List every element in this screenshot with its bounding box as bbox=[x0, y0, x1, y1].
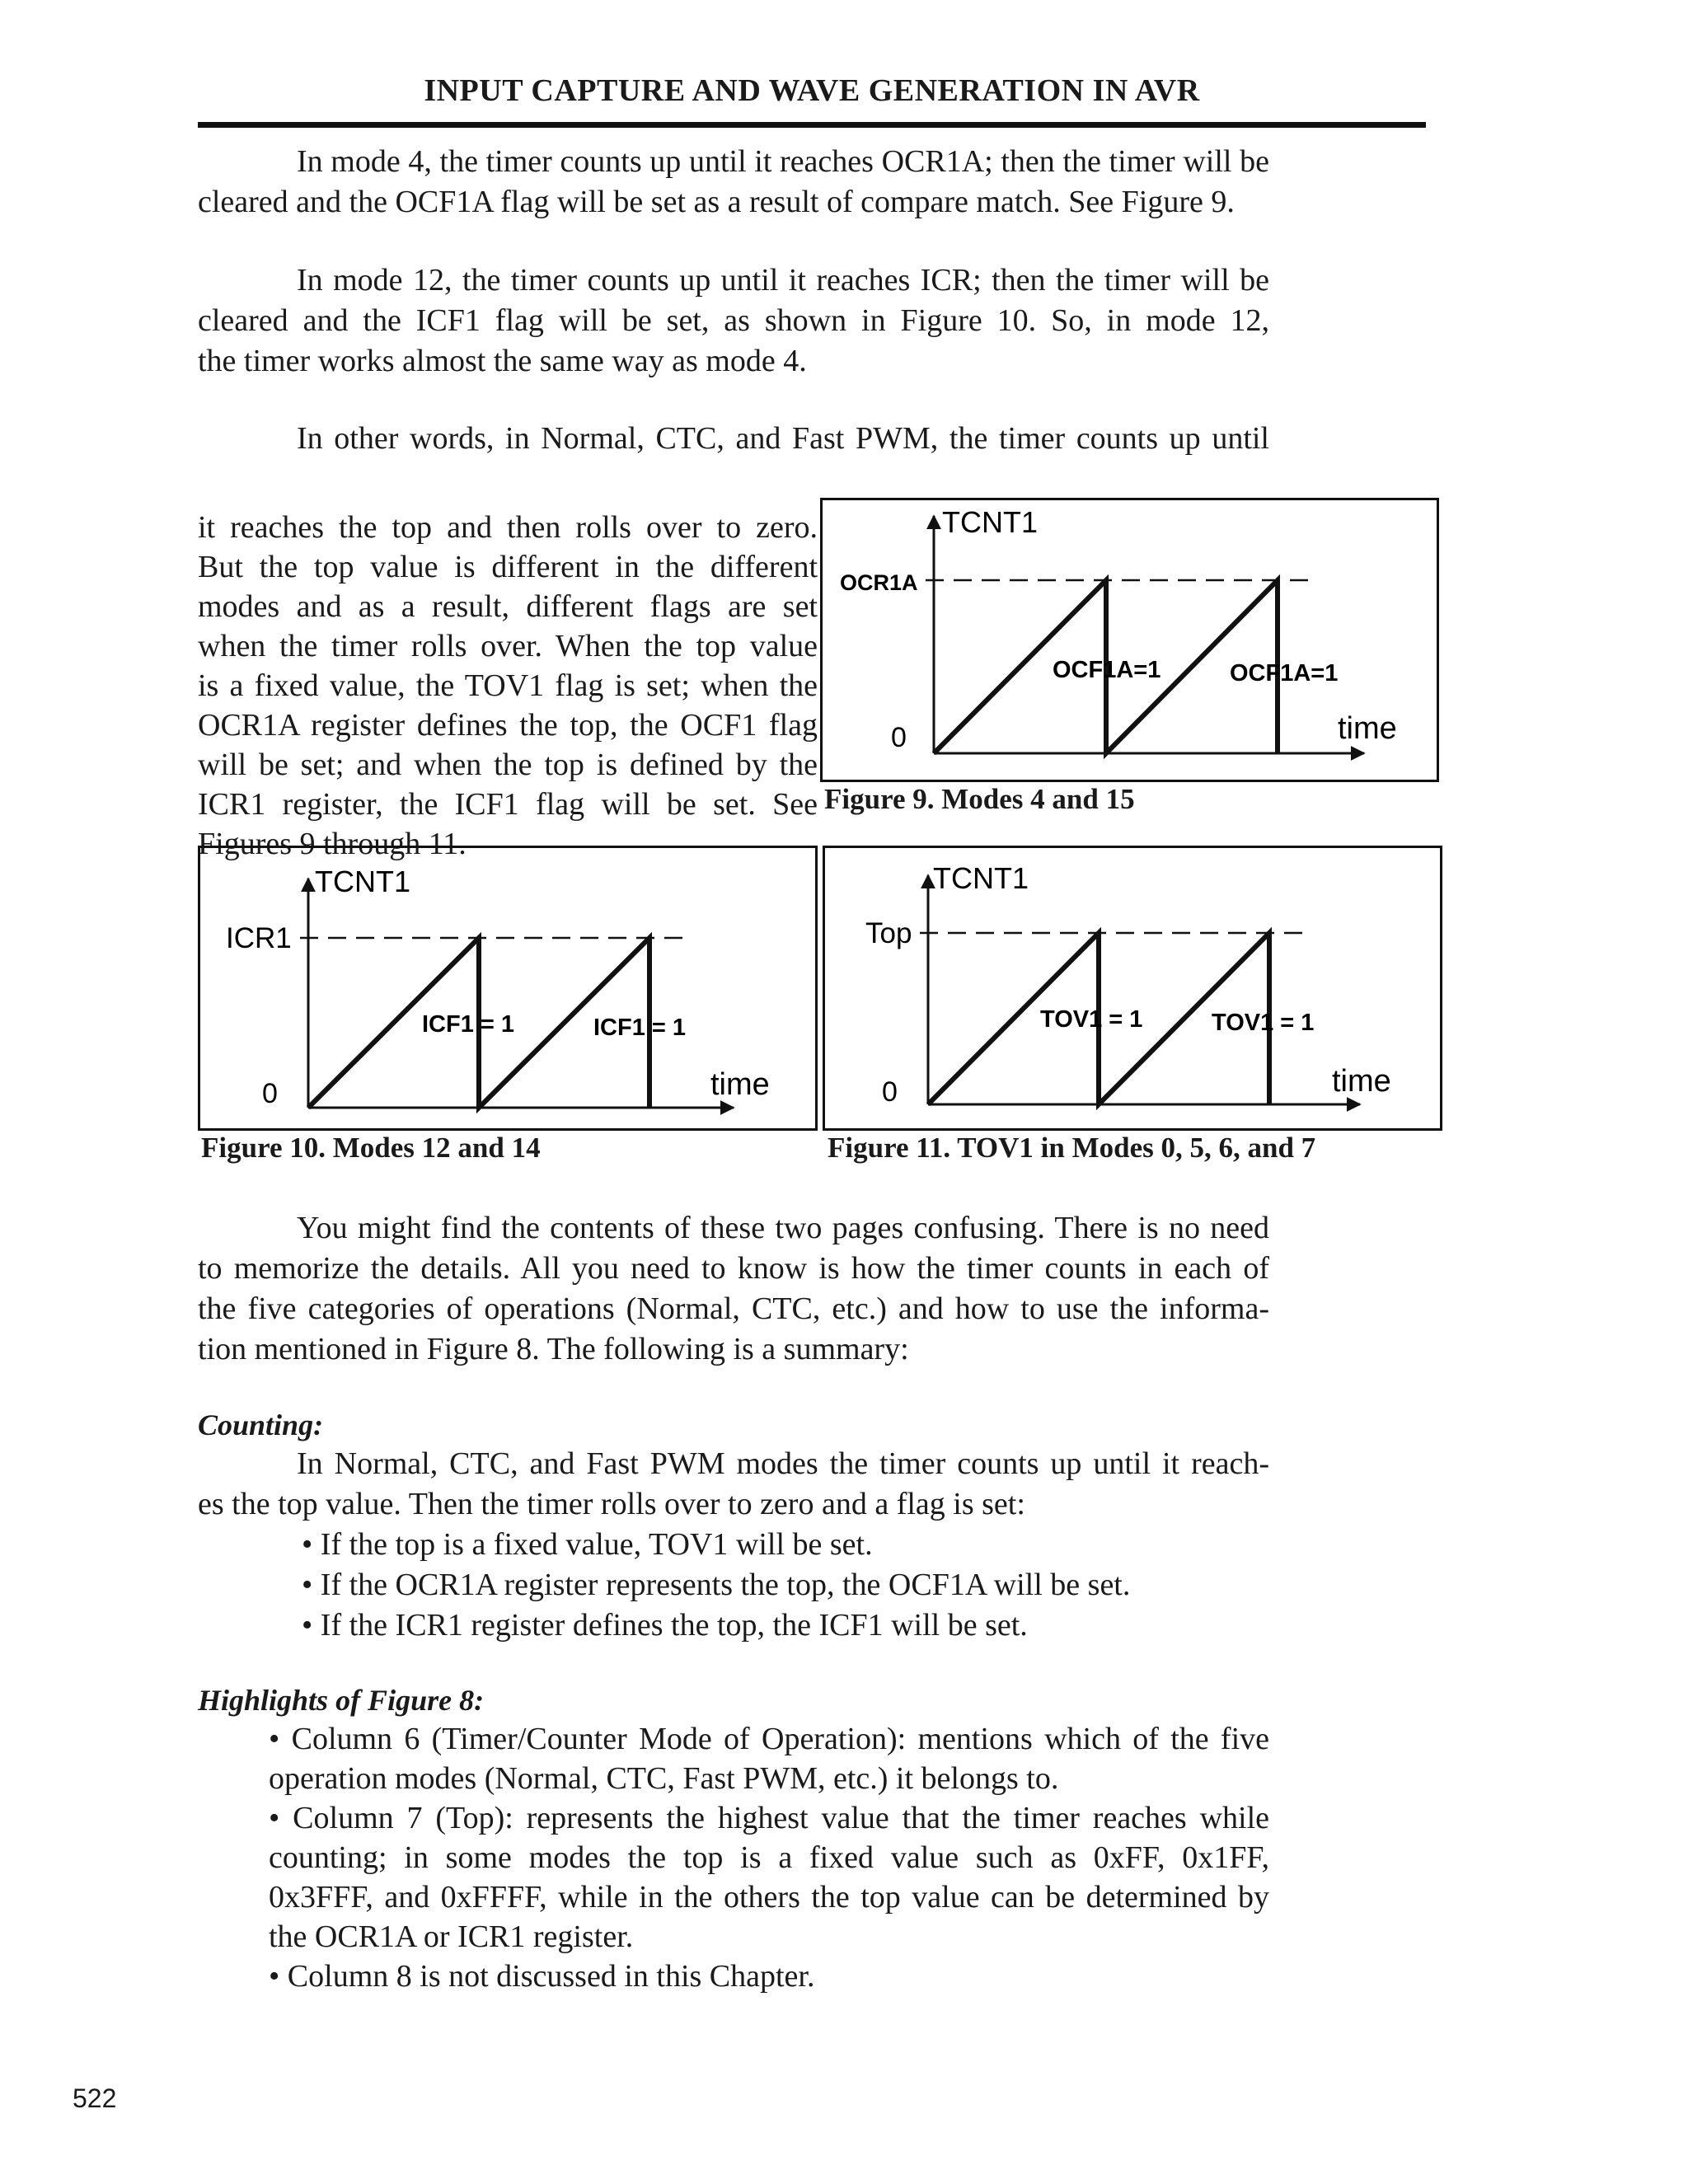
paragraph-summary-intro bbox=[198, 1208, 1269, 1370]
paragraph-mode4 bbox=[198, 142, 1269, 223]
flag-label-2: OCF1A=1 bbox=[1230, 660, 1339, 687]
top-value-label: OCR1A bbox=[840, 570, 918, 595]
text-line: tion mentioned in Figure 8. The following is a summary: bbox=[198, 1332, 909, 1366]
list-item: • If the top is a fixed value, TOV1 will be set. bbox=[302, 1527, 873, 1562]
header-rule bbox=[198, 122, 1426, 128]
text-line: the five categories of operations (Normal, CTC, etc.) and how to use the informa- bbox=[198, 1291, 1269, 1326]
text-line: cleared and the ICF1 flag will be set, as shown in Figure 10. So, in mode 12, bbox=[198, 303, 1269, 338]
text-line: • Column 7 (Top): represents the highest value that the timer reaches while bbox=[269, 1801, 1269, 1835]
flag-label-2: TOV1 = 1 bbox=[1212, 1010, 1315, 1036]
list-item: • If the OCR1A register represents the top, the OCF1A will be set. bbox=[302, 1568, 1131, 1602]
text-line: In mode 4, the timer counts up until it reaches OCR1A; then the timer will be bbox=[297, 144, 1269, 179]
text-line: • Column 8 is not discussed in this Chapter. bbox=[269, 1959, 815, 1994]
text-line: In Normal, CTC, and Fast PWM modes the timer counts up until it reach- bbox=[297, 1446, 1269, 1481]
figure-9-caption: Figure 9. Modes 4 and 15 bbox=[824, 783, 1135, 815]
zero-label: 0 bbox=[262, 1078, 278, 1109]
text-line: counting; in some modes the top is a fixed value such as 0xFF, 0x1FF, bbox=[269, 1840, 1269, 1875]
highlights-item-column-6 bbox=[269, 1719, 1269, 1798]
text-line: • Column 6 (Timer/Counter Mode of Operation): mentions which of the five bbox=[269, 1722, 1269, 1756]
zero-label: 0 bbox=[882, 1076, 898, 1108]
page-number: 522 bbox=[73, 2083, 117, 2113]
counting-heading: Counting: bbox=[198, 1408, 324, 1441]
figure-11-caption: Figure 11. TOV1 in Modes 0, 5, 6, and 7 bbox=[828, 1132, 1316, 1164]
text-line: to memorize the details. All you need to know is how the timer counts in each of bbox=[198, 1251, 1269, 1286]
text-line: You might find the contents of these two pages confusing. There is no need bbox=[297, 1211, 1269, 1245]
counting-intro bbox=[198, 1444, 1269, 1525]
text-line: it reaches the top and then rolls over to zero. bbox=[198, 510, 818, 545]
flag-label-1: OCF1A=1 bbox=[1053, 657, 1161, 683]
text-line: In mode 12, the timer counts up until it reaches ICR; then the timer will be bbox=[297, 263, 1269, 298]
text-line: is a fixed value, the TOV1 flag is set; when the bbox=[198, 668, 818, 703]
text-line: modes and as a result, different flags are set bbox=[198, 589, 818, 624]
figure-11-diagram bbox=[823, 846, 1442, 1131]
text-line: when the timer rolls over. When the top value bbox=[198, 629, 818, 663]
figure-10-caption: Figure 10. Modes 12 and 14 bbox=[201, 1132, 541, 1164]
flag-label-1: ICF1 = 1 bbox=[422, 1011, 515, 1038]
highlights-heading: Highlights of Figure 8: bbox=[198, 1684, 485, 1717]
text-line: will be set; and when the top is defined by the bbox=[198, 748, 818, 782]
paragraph-mode12 bbox=[198, 260, 1269, 382]
time-label: time bbox=[710, 1067, 770, 1102]
text-line: 0x3FFF, and 0xFFFF, while in the others the top value can be determined by bbox=[269, 1880, 1269, 1915]
y-axis-label: TCNT1 bbox=[942, 505, 1038, 539]
top-value-label: Top bbox=[865, 917, 912, 949]
text-line: But the top value is different in the different bbox=[198, 550, 818, 584]
counting-bullet-list bbox=[302, 1525, 1130, 1646]
text-line: In other words, in Normal, CTC, and Fast PWM, the timer counts up until bbox=[297, 421, 1269, 456]
y-axis-label: TCNT1 bbox=[315, 865, 410, 898]
y-axis-label: TCNT1 bbox=[933, 861, 1029, 895]
text-line: es the top value. Then the timer rolls over to zero and a flag is set: bbox=[198, 1487, 1025, 1521]
text-line: Figures 9 through 11. bbox=[198, 827, 467, 861]
time-label: time bbox=[1332, 1064, 1391, 1099]
highlights-item-column-8 bbox=[269, 1957, 1269, 1996]
highlights-item-column-7 bbox=[269, 1798, 1269, 1957]
text-line: the timer works almost the same way as mode 4. bbox=[198, 344, 807, 378]
text-line: OCR1A register defines the top, the OCF1 flag bbox=[198, 708, 818, 743]
list-item: • If the ICR1 register defines the top, the ICF1 will be set. bbox=[302, 1608, 1028, 1643]
flag-label-2: ICF1 = 1 bbox=[593, 1015, 687, 1041]
paragraph-other-words bbox=[198, 419, 1269, 459]
figure-10-diagram bbox=[198, 846, 818, 1131]
paragraph-side-column bbox=[198, 508, 818, 864]
top-value-label: ICR1 bbox=[226, 922, 292, 954]
text-line: the OCR1A or ICR1 register. bbox=[269, 1919, 634, 1954]
text-line: cleared and the OCF1A flag will be set as a result of compare match. See Figure 9. bbox=[198, 185, 1235, 219]
running-header: INPUT CAPTURE AND WAVE GENERATION IN AVR bbox=[424, 73, 1200, 108]
zero-label: 0 bbox=[891, 722, 907, 753]
text-line: operation modes (Normal, CTC, Fast PWM, etc.) it belongs to. bbox=[269, 1761, 1059, 1796]
time-label: time bbox=[1338, 711, 1397, 746]
figure-9-diagram bbox=[820, 498, 1439, 782]
flag-label-1: TOV1 = 1 bbox=[1040, 1006, 1143, 1033]
text-line: ICR1 register, the ICF1 flag will be set. See bbox=[198, 787, 818, 822]
